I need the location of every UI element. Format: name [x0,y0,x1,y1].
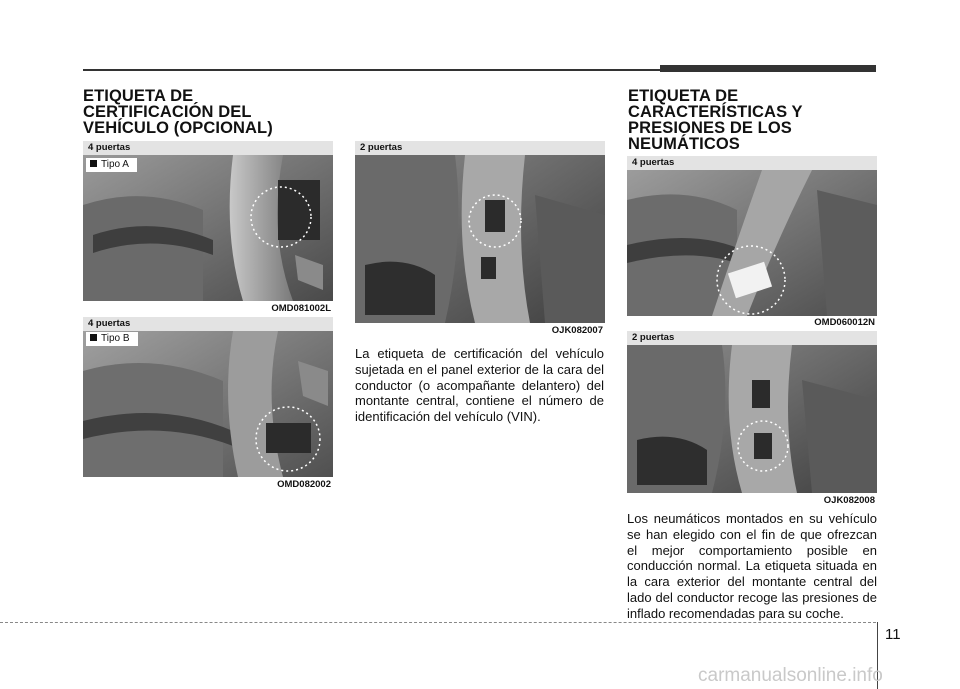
type-label [86,332,138,346]
left-heading-line-2: CERTIFICACIÓN DEL [83,103,252,121]
figure-header: 2 puertas [627,331,877,345]
square-bullet-icon [90,160,97,167]
figure-4-door-tire-label [627,156,877,330]
square-bullet-icon [90,334,97,341]
figure-code: OMD081002L [271,303,331,314]
type-label-text: Tipo A [101,159,129,170]
type-label [86,158,137,172]
figure-code: OMD082002 [277,479,331,490]
figure-2-door [355,141,605,337]
top-rule-accent [660,65,876,72]
right-heading-line-4: NEUMÁTICOS [628,135,740,153]
watermark: carmanualsonline.info [698,665,883,686]
right-heading-line-3: PRESIONES DE LOS [628,119,792,137]
left-heading-line-3: VEHÍCULO (OPCIONAL) [83,119,273,137]
left-heading-line-1: ETIQUETA DE [83,87,194,105]
figure-header: 4 puertas [83,141,333,155]
door-pillar-photo [355,155,605,323]
figure-header: 2 puertas [355,141,605,155]
figure-code: OJK082007 [551,325,603,336]
figure-header: 4 puertas [627,156,877,170]
figure-header: 4 puertas [83,317,333,331]
bottom-rule [0,622,876,623]
door-pillar-photo [627,345,877,493]
right-heading-line-1: ETIQUETA DE [628,87,739,105]
door-pillar-photo [627,170,877,316]
figure-code: OMD060012N [814,317,875,328]
right-heading [628,88,803,152]
left-heading [83,88,273,136]
figure-2-door-tire-label [627,331,877,508]
figure-code: OJK082008 [823,495,875,506]
figure-4-door-type-a [83,141,333,316]
figure-4-door-type-b [83,317,333,492]
middle-paragraph: La etiqueta de certificación del vehículo sujetada en el panel exterior de la cara del conductor (o acompañante delantero) del montante central, contiene el número de identificación del vehículo (VIN). [355,346,604,425]
right-paragraph: Los neumáticos montados en su vehículo se han elegido con el fin de que ofrezcan el mejor comportamiento posible en conducción normal. La etiqueta situada en la cara exterior del montante central del lado del conductor recoge las presiones de inflado recomendadas para su coche. [627,511,877,621]
door-pillar-photo [83,155,333,301]
page-number: 11 [885,626,901,643]
door-pillar-photo [83,331,333,477]
right-heading-line-2: CARACTERÍSTICAS Y [628,103,803,121]
type-label-text: Tipo B [101,333,130,344]
